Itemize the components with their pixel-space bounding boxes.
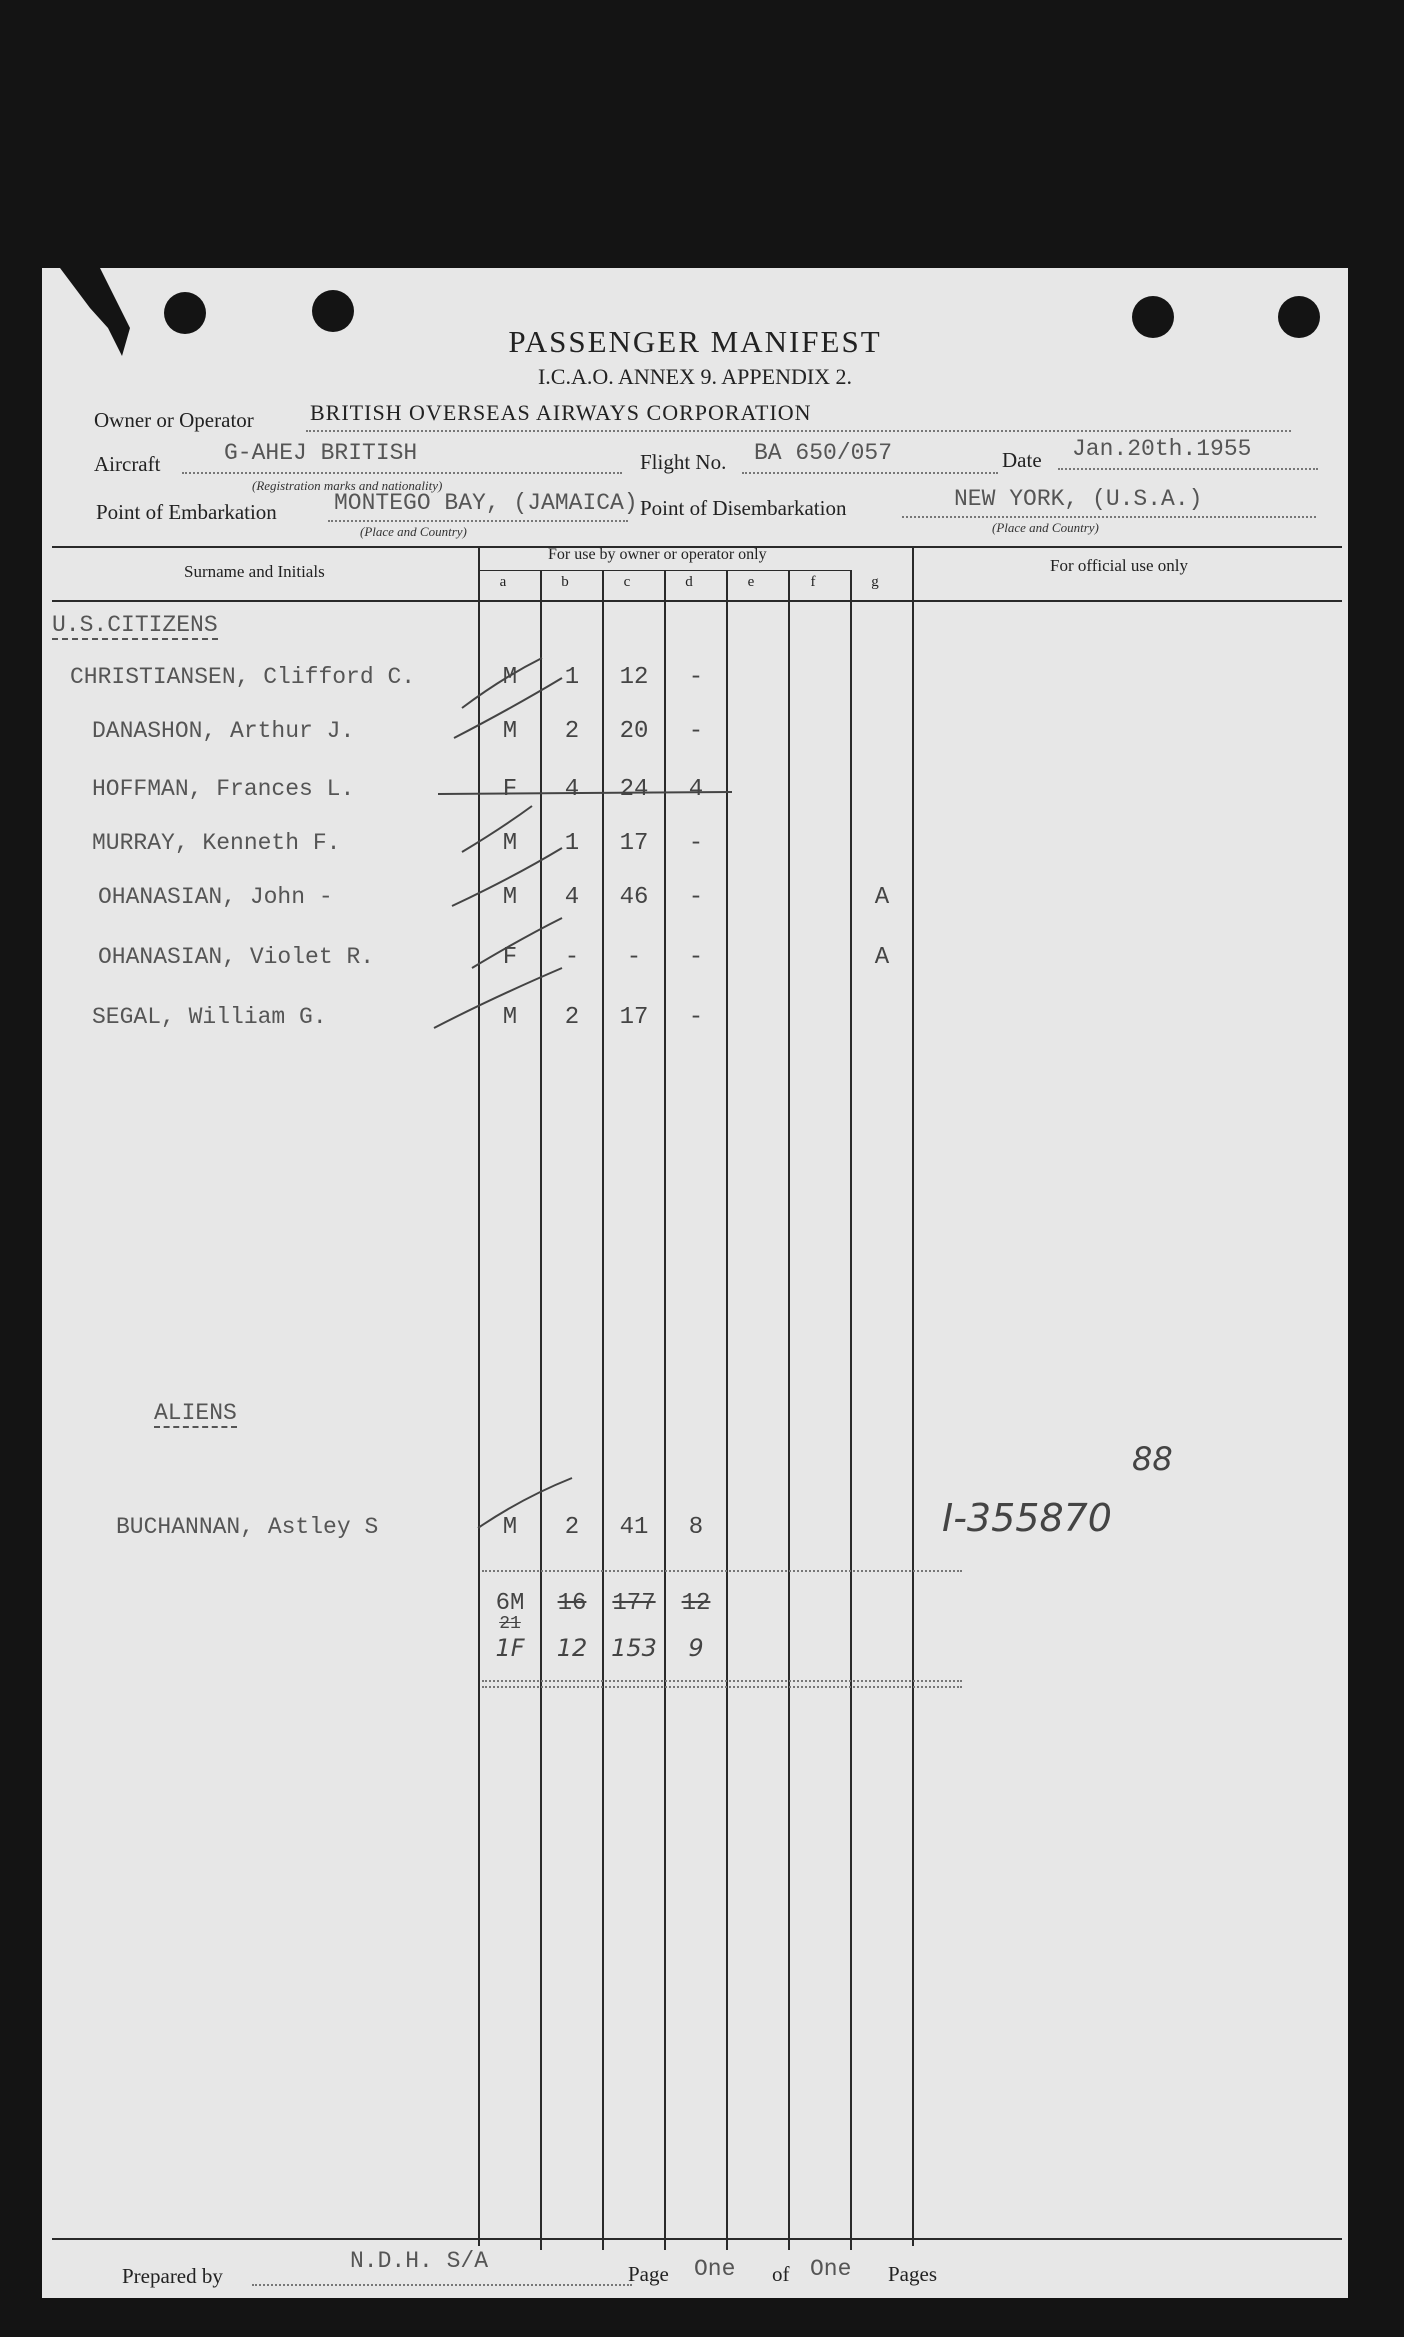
manifest-subtitle: I.C.A.O. ANNEX 9. APPENDIX 2.: [537, 364, 853, 389]
passenger-name: CHRISTIANSEN, Clifford C.: [70, 664, 416, 690]
flight-label: Flight No.: [640, 450, 727, 474]
col-c: c: [623, 574, 631, 590]
total-a-struck: 21: [499, 1614, 521, 1634]
disembarkation-value: NEW YORK, (U.S.A.): [954, 486, 1203, 512]
aircraft-value: G-AHEJ BRITISH: [224, 440, 418, 466]
passenger-name: BUCHANNAN, Astley S: [116, 1514, 379, 1540]
total-d: 9: [688, 1634, 704, 1662]
total-c-struck: 177: [612, 1590, 656, 1617]
total-c: 153: [611, 1634, 657, 1662]
manifest-title: PASSENGER MANIFEST: [508, 324, 882, 359]
owner-value: BRITISH OVERSEAS AIRWAYS CORPORATION: [310, 400, 812, 425]
prepared-by-label: Prepared by: [122, 2264, 223, 2288]
date-label: Date: [1002, 448, 1042, 472]
total-b: 12: [556, 1634, 588, 1662]
official-note-count: 88: [1132, 1440, 1173, 1478]
total-b-struck: 16: [557, 1590, 587, 1617]
total-males: 6M: [495, 1590, 525, 1617]
col-f: f: [810, 574, 816, 590]
prepared-by-value: N.D.H. S/A: [350, 2248, 489, 2274]
page-label: Page: [628, 2262, 669, 2286]
disembarkation-label: Point of Disembarkation: [640, 496, 847, 520]
total-d-struck: 12: [681, 1590, 711, 1617]
page-value: One: [694, 2256, 736, 2282]
embarkation-value: MONTEGO BAY, (JAMAICA): [334, 490, 638, 516]
official-note-number: I-355870: [942, 1496, 1112, 1540]
of-value: One: [810, 2256, 852, 2282]
col-b: b: [561, 574, 569, 590]
col-e: e: [747, 574, 755, 590]
aircraft-label: Aircraft: [94, 452, 161, 476]
aircraft-note: (Registration marks and nationality): [252, 478, 443, 493]
embarkation-note: (Place and Country): [360, 524, 467, 539]
passenger-name: SEGAL, William G.: [92, 1004, 327, 1030]
manifest-sheet: PASSENGER MANIFEST I.C.A.O. ANNEX 9. APPENDIX 2. Owner or Operator BRITISH OVERSEAS AIRWAYS CORPORATION Aircraft G-AHEJ BRITISH (Registration marks and nationality) Flight No. BA 650/057 Date Jan.20th.1955 Point of Embarkation MONTEGO BAY, (JAMAICA) (Place and Country) Point of Disembarkation NEW YORK, (U.S.A.) (Place and Country) Surname and Initials For use by owner or operator only For official use only a b c d e f g U.S.CITIZENS CHRISTIANSEN, Clifford C. M 1 12 - DANASHON, Arthur J. M 2 20 - HOFFMAN, Frances L. F 4 24 4 MURRAY, Kenneth F. M 1 17 - OHANASIAN, John - M 4 46 - A OHANASIAN, Violet R. F - - - A SEGAL, William G. M 2 17 - ALIENS BUCHANNAN, Astley S M 2 41 8 88 I-355870 6M 16 177 12 21 1F 12 153 9 Prepared by N.D.H. S/A Page One of One Pages: [42, 268, 1348, 2298]
of-label: of: [772, 2262, 790, 2286]
disembarkation-note: (Place and Country): [992, 520, 1099, 535]
pages-label: Pages: [888, 2262, 937, 2286]
section-aliens: ALIENS: [154, 1400, 237, 1426]
date-value: Jan.20th.1955: [1072, 436, 1252, 462]
header-owner-use: For use by owner or operator only: [548, 546, 767, 563]
handwritten-marks: [42, 268, 1348, 2298]
passenger-name: OHANASIAN, Violet R.: [98, 944, 375, 970]
col-g: g: [871, 574, 879, 590]
passenger-name: MURRAY, Kenneth F.: [92, 830, 341, 856]
passenger-name: OHANASIAN, John -: [98, 884, 333, 910]
passenger-name: HOFFMAN, Frances L.: [92, 776, 355, 802]
passenger-name: DANASHON, Arthur J.: [92, 718, 355, 744]
total-females: 1F: [495, 1634, 525, 1662]
col-a: a: [499, 574, 507, 590]
section-us-citizens: U.S.CITIZENS: [52, 612, 218, 638]
col-d: d: [685, 574, 693, 590]
header-official-use: For official use only: [1050, 556, 1189, 575]
embarkation-label: Point of Embarkation: [96, 500, 277, 524]
owner-label: Owner or Operator: [94, 408, 254, 432]
flight-number: BA 650/057: [754, 440, 893, 466]
header-surname: Surname and Initials: [184, 562, 325, 581]
